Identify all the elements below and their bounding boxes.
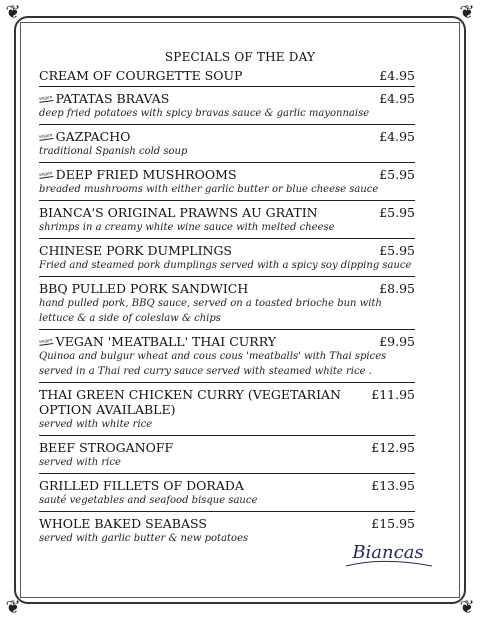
menu-item-price: £5.95 bbox=[379, 167, 415, 182]
menu-item-row bbox=[39, 68, 415, 83]
menu-item-title: BEEF STROGANOFF bbox=[39, 440, 174, 455]
menu-item-description: served with white rice bbox=[39, 419, 153, 430]
menu-item-row bbox=[39, 516, 415, 531]
menu-item-price: £9.95 bbox=[379, 334, 415, 349]
menu-item-title: GAZPACHO bbox=[55, 129, 131, 144]
menu-item-description: breaded mushrooms with either garlic butter or blue cheese sauce bbox=[39, 184, 379, 195]
menu-divider bbox=[39, 86, 415, 87]
menu-item-name bbox=[39, 478, 244, 493]
menu-item bbox=[39, 129, 415, 163]
menu-item-row bbox=[39, 387, 415, 417]
menu-item-title: DEEP FRIED MUSHROOMS bbox=[55, 167, 237, 182]
menu-divider bbox=[39, 473, 415, 474]
menu-item-name bbox=[39, 167, 237, 182]
menu-item bbox=[39, 440, 415, 474]
flourish-icon: ❦ bbox=[5, 2, 21, 23]
menu-item-row bbox=[39, 334, 415, 349]
vegan-badge-icon: vegan bbox=[38, 94, 53, 102]
menu-divider bbox=[39, 276, 415, 277]
menu-item bbox=[39, 478, 415, 512]
menu-item-name bbox=[39, 129, 130, 144]
menu-item bbox=[39, 387, 415, 436]
menu-item-price: £15.95 bbox=[371, 516, 415, 531]
menu-item-row bbox=[39, 243, 415, 258]
menu-item-description: sauté vegetables and seafood bisque sauce bbox=[39, 495, 258, 506]
menu-item-price: £4.95 bbox=[379, 68, 415, 83]
flourish-icon: ❦ bbox=[5, 597, 21, 618]
menu-item-name bbox=[39, 281, 248, 296]
menu-item-row bbox=[39, 129, 415, 144]
menu-item-description: hand pulled pork, BBQ sauce, served on a toasted brioche bun with lettuce & a side of coleslaw & chips bbox=[39, 298, 382, 324]
menu-item-title: GRILLED FILLETS OF DORADA bbox=[39, 478, 244, 493]
menu-item-description: Quinoa and bulgur wheat and cous cous 'meatballs' with Thai spices served in a Thai red curry sauce served with steamed white rice . bbox=[39, 351, 387, 377]
menu-item-price: £4.95 bbox=[379, 129, 415, 144]
menu-item bbox=[39, 243, 415, 277]
menu-divider bbox=[39, 124, 415, 125]
menu-item-row bbox=[39, 167, 415, 182]
flourish-icon: ❦ bbox=[459, 597, 475, 618]
menu-divider bbox=[39, 238, 415, 239]
menu-item-name bbox=[39, 334, 276, 349]
menu-item-title: CREAM OF COURGETTE SOUP bbox=[39, 68, 243, 83]
vegan-badge-icon: vegan bbox=[38, 132, 53, 140]
menu-item bbox=[39, 205, 415, 239]
menu-item-title: PATATAS BRAVAS bbox=[55, 91, 170, 106]
menu-item-price: £13.95 bbox=[371, 478, 415, 493]
menu-item-row bbox=[39, 205, 415, 220]
vegan-badge-icon: vegan bbox=[38, 170, 53, 178]
menu-item-row bbox=[39, 440, 415, 455]
menu-item-title: BIANCA'S ORIGINAL PRAWNS AU GRATIN bbox=[39, 205, 318, 220]
menu-item-description: Fried and steamed pork dumplings served with a spicy soy dipping sauce bbox=[39, 260, 412, 271]
menu-item bbox=[39, 281, 415, 330]
menu-divider bbox=[39, 200, 415, 201]
menu-item-name bbox=[39, 91, 169, 106]
menu-item-name bbox=[39, 516, 207, 531]
menu-item bbox=[39, 334, 415, 383]
menu-item-row bbox=[39, 91, 415, 106]
svg-text:Biancas: Biancas bbox=[352, 542, 424, 563]
menu-item-name bbox=[39, 205, 318, 220]
menu-item-name bbox=[39, 68, 242, 83]
menu-item-name bbox=[39, 243, 232, 258]
menu-item-price: £12.95 bbox=[371, 440, 415, 455]
menu-item-title: THAI GREEN CHICKEN CURRY (VEGETARIAN OPTION AVAILABLE) bbox=[39, 387, 341, 417]
vegan-badge-icon: vegan bbox=[38, 337, 53, 345]
menu-item-title: VEGAN 'MEATBALL' THAI CURRY bbox=[55, 334, 276, 349]
menu-item-name bbox=[39, 387, 369, 417]
page-title: SPECIALS OF THE DAY bbox=[164, 50, 316, 64]
menu-item-title: CHINESE PORK DUMPLINGS bbox=[39, 243, 232, 258]
menu-item-name bbox=[39, 440, 173, 455]
menu-item-title: WHOLE BAKED SEABASS bbox=[39, 516, 207, 531]
menu-item-description: served with garlic butter & new potatoes bbox=[39, 533, 249, 544]
menu-item-title: BBQ PULLED PORK SANDWICH bbox=[39, 281, 249, 296]
menu-divider bbox=[39, 382, 415, 383]
menu-item bbox=[39, 167, 415, 201]
menu-item bbox=[39, 91, 415, 125]
flourish-icon: ❦ bbox=[459, 2, 475, 23]
menu-item-price: £5.95 bbox=[379, 243, 415, 258]
menu-item-description: served with rice bbox=[39, 457, 121, 468]
bianca-logo bbox=[340, 536, 436, 572]
menu-item-description: traditional Spanish cold soup bbox=[39, 146, 188, 157]
menu-item-description: deep fried potatoes with spicy bravas sauce & garlic mayonnaise bbox=[39, 108, 370, 119]
menu-item-description: shrimps in a creamy white wine sauce with melted cheese bbox=[39, 222, 335, 233]
menu-item-price: £4.95 bbox=[379, 91, 415, 106]
menu-item-price: £8.95 bbox=[379, 281, 415, 296]
menu-item-row bbox=[39, 281, 415, 296]
menu-item-price: £11.95 bbox=[371, 387, 415, 402]
menu-divider bbox=[39, 329, 415, 330]
menu-item-price: £5.95 bbox=[379, 205, 415, 220]
menu-item bbox=[39, 68, 415, 87]
menu-divider bbox=[39, 435, 415, 436]
menu-divider bbox=[39, 511, 415, 512]
menu-divider bbox=[39, 162, 415, 163]
menu-item-row bbox=[39, 478, 415, 493]
menu-list bbox=[39, 68, 415, 546]
